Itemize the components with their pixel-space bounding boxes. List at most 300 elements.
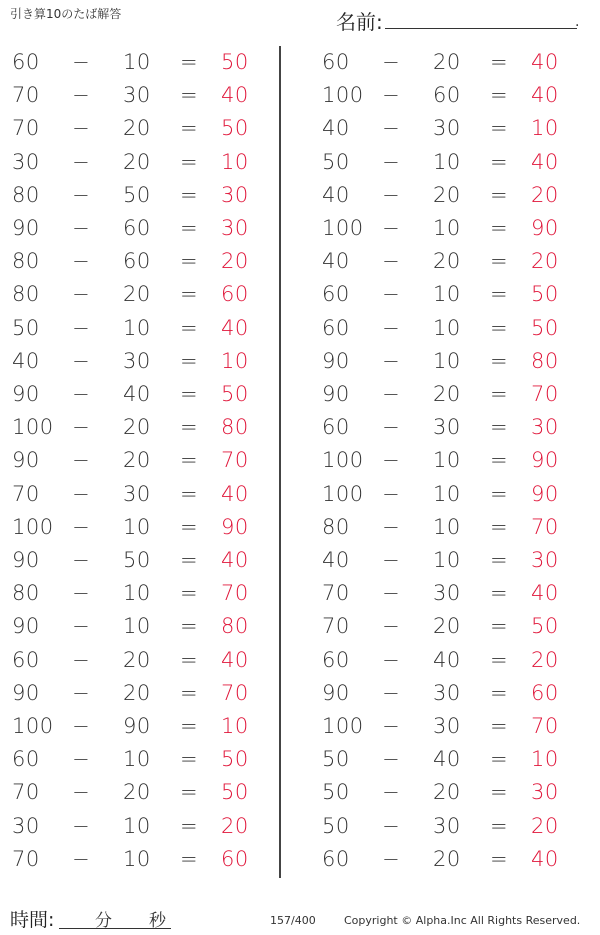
equals-sign: = — [180, 481, 199, 506]
answer: 90 — [531, 216, 559, 240]
problem-row — [0, 780, 270, 810]
answer: 40 — [531, 581, 559, 606]
minus-sign: − — [72, 216, 91, 240]
equals-sign: = — [180, 216, 199, 240]
problem-row — [310, 382, 580, 412]
subtrahend: 20 — [123, 680, 151, 705]
equals-sign: = — [490, 846, 509, 871]
minuend: 50 — [322, 813, 350, 838]
minuend: 80 — [12, 282, 40, 307]
answer: 60 — [221, 282, 249, 307]
minus-sign: − — [382, 813, 401, 838]
equals-sign: = — [180, 116, 199, 141]
answer: 70 — [531, 382, 559, 406]
answer: 10 — [531, 116, 559, 141]
subtrahend: 50 — [123, 182, 151, 207]
minus-sign: − — [382, 415, 401, 440]
subtrahend: 20 — [123, 780, 151, 805]
problem-row — [310, 448, 580, 478]
minus-sign: − — [72, 846, 91, 871]
problem-row — [0, 249, 270, 279]
problem-row — [310, 515, 580, 545]
minus-sign: − — [72, 614, 91, 639]
minuend: 100 — [12, 415, 54, 440]
problem-row — [310, 249, 580, 279]
problem-row — [310, 316, 580, 346]
equals-sign: = — [180, 182, 199, 207]
equals-sign: = — [180, 813, 199, 838]
answer: 30 — [221, 182, 249, 207]
worksheet-title: 引き算10のたば解答 — [10, 7, 122, 21]
subtrahend: 10 — [123, 614, 151, 639]
subtrahend: 10 — [433, 282, 461, 307]
equals-sign: = — [180, 581, 199, 606]
equals-sign: = — [180, 249, 199, 274]
seconds-label: 秒 — [149, 911, 166, 931]
equals-sign: = — [180, 780, 199, 805]
minus-sign: − — [72, 249, 91, 274]
minuend: 90 — [322, 348, 350, 373]
minus-sign: − — [72, 680, 91, 705]
problem-row — [310, 116, 580, 146]
equals-sign: = — [490, 813, 509, 838]
minuend: 40 — [322, 182, 350, 207]
problem-row — [310, 648, 580, 678]
minuend: 40 — [322, 116, 350, 141]
subtrahend: 30 — [433, 680, 461, 705]
subtrahend: 30 — [433, 415, 461, 440]
subtrahend: 20 — [433, 846, 461, 871]
subtrahend: 20 — [433, 249, 461, 274]
equals-sign: = — [180, 548, 199, 572]
equals-sign: = — [180, 680, 199, 705]
answer: 40 — [221, 315, 249, 340]
problem-row — [0, 814, 270, 844]
minuend: 100 — [12, 514, 54, 539]
subtrahend: 20 — [433, 50, 461, 74]
problem-row — [0, 415, 270, 445]
problem-row — [0, 581, 270, 611]
minuend: 90 — [12, 548, 40, 572]
problem-row — [0, 747, 270, 777]
minus-sign: − — [72, 415, 91, 440]
minus-sign: − — [382, 481, 401, 506]
minus-sign: − — [72, 514, 91, 539]
minuend: 90 — [12, 382, 40, 406]
subtrahend: 20 — [123, 647, 151, 672]
minus-sign: − — [382, 614, 401, 639]
time-label: 時間: — [10, 909, 55, 931]
minus-sign: − — [382, 382, 401, 406]
answer: 70 — [221, 448, 249, 473]
minuend: 50 — [322, 780, 350, 805]
answer: 40 — [221, 83, 249, 108]
answer: 70 — [221, 680, 249, 705]
minus-sign: − — [382, 514, 401, 539]
problem-row — [0, 614, 270, 644]
minuend: 100 — [322, 714, 364, 738]
answer: 10 — [221, 348, 249, 373]
equals-sign: = — [180, 382, 199, 406]
subtrahend: 10 — [123, 813, 151, 838]
subtrahend: 50 — [123, 548, 151, 572]
subtrahend: 30 — [433, 714, 461, 738]
equals-sign: = — [490, 581, 509, 606]
answer: 20 — [221, 249, 249, 274]
problem-row — [310, 415, 580, 445]
problem-row — [310, 814, 580, 844]
minus-sign: − — [72, 548, 91, 572]
minus-sign: − — [382, 149, 401, 174]
problem-row — [310, 50, 580, 80]
problem-row — [0, 448, 270, 478]
minuend: 80 — [12, 249, 40, 274]
minus-sign: − — [72, 315, 91, 340]
minus-sign: − — [382, 182, 401, 207]
answer: 40 — [531, 846, 559, 871]
subtrahend: 60 — [123, 216, 151, 240]
minus-sign: − — [382, 647, 401, 672]
subtrahend: 30 — [123, 83, 151, 108]
answer: 40 — [221, 647, 249, 672]
answer: 20 — [531, 647, 559, 672]
answer: 50 — [221, 747, 249, 772]
minus-sign: − — [382, 83, 401, 108]
minuend: 60 — [322, 50, 350, 74]
minuend: 70 — [12, 116, 40, 141]
minus-sign: − — [72, 481, 91, 506]
minuend: 70 — [12, 846, 40, 871]
minus-sign: − — [72, 780, 91, 805]
minuend: 80 — [322, 514, 350, 539]
problem-row — [310, 482, 580, 512]
minuend: 40 — [322, 548, 350, 572]
equals-sign: = — [490, 747, 509, 772]
equals-sign: = — [490, 415, 509, 440]
problem-row — [310, 847, 580, 877]
subtrahend: 10 — [123, 846, 151, 871]
equals-sign: = — [180, 415, 199, 440]
minuend: 60 — [12, 50, 40, 74]
answer: 70 — [221, 581, 249, 606]
minus-sign: − — [72, 83, 91, 108]
equals-sign: = — [490, 382, 509, 406]
problem-row — [310, 614, 580, 644]
subtrahend: 30 — [123, 481, 151, 506]
equals-sign: = — [490, 282, 509, 307]
answer: 30 — [531, 780, 559, 805]
minus-sign: − — [382, 448, 401, 473]
subtrahend: 40 — [123, 382, 151, 406]
equals-sign: = — [490, 348, 509, 373]
answer: 80 — [531, 348, 559, 373]
equals-sign: = — [180, 83, 199, 108]
minuend: 100 — [322, 83, 364, 108]
minus-sign: − — [72, 647, 91, 672]
equals-sign: = — [180, 514, 199, 539]
answer: 30 — [221, 216, 249, 240]
minuend: 90 — [12, 680, 40, 705]
problem-row — [0, 282, 270, 312]
subtrahend: 60 — [123, 249, 151, 274]
subtrahend: 20 — [123, 415, 151, 440]
answer: 60 — [531, 680, 559, 705]
problem-row — [0, 482, 270, 512]
problem-row — [0, 150, 270, 180]
subtrahend: 90 — [123, 714, 151, 738]
problem-row — [310, 282, 580, 312]
name-field-line — [385, 28, 577, 29]
answer: 70 — [531, 714, 559, 738]
subtrahend: 10 — [433, 348, 461, 373]
subtrahend: 10 — [433, 216, 461, 240]
minuend: 60 — [322, 282, 350, 307]
minus-sign: − — [72, 348, 91, 373]
problem-row — [0, 50, 270, 80]
subtrahend: 20 — [433, 614, 461, 639]
minus-sign: − — [72, 382, 91, 406]
minuend: 100 — [322, 481, 364, 506]
minuend: 50 — [12, 315, 40, 340]
equals-sign: = — [180, 282, 199, 307]
equals-sign: = — [490, 614, 509, 639]
answer: 50 — [221, 116, 249, 141]
subtrahend: 30 — [433, 813, 461, 838]
subtrahend: 20 — [123, 116, 151, 141]
minus-sign: − — [72, 448, 91, 473]
answer: 50 — [221, 382, 249, 406]
answer: 50 — [531, 282, 559, 307]
subtrahend: 40 — [433, 647, 461, 672]
answer: 20 — [221, 813, 249, 838]
equals-sign: = — [180, 614, 199, 639]
subtrahend: 10 — [433, 149, 461, 174]
minus-sign: − — [382, 548, 401, 572]
problem-row — [310, 714, 580, 744]
equals-sign: = — [490, 83, 509, 108]
minuend: 90 — [12, 216, 40, 240]
problem-row — [0, 316, 270, 346]
subtrahend: 10 — [433, 481, 461, 506]
minuend: 60 — [322, 846, 350, 871]
answer: 20 — [531, 182, 559, 207]
problem-row — [0, 83, 270, 113]
problem-row — [310, 548, 580, 578]
problem-row — [310, 747, 580, 777]
minutes-label: 分 — [95, 911, 112, 931]
answer: 90 — [221, 514, 249, 539]
minus-sign: − — [382, 50, 401, 74]
minuend: 60 — [322, 647, 350, 672]
subtrahend: 20 — [433, 182, 461, 207]
answer: 20 — [531, 249, 559, 274]
minus-sign: − — [382, 249, 401, 274]
answer: 30 — [531, 415, 559, 440]
minus-sign: − — [382, 747, 401, 772]
problem-row — [0, 648, 270, 678]
equals-sign: = — [490, 514, 509, 539]
subtrahend: 10 — [123, 514, 151, 539]
answer: 20 — [531, 813, 559, 838]
subtrahend: 60 — [433, 83, 461, 108]
subtrahend: 20 — [123, 448, 151, 473]
minus-sign: − — [72, 50, 91, 74]
problem-row — [0, 349, 270, 379]
minuend: 90 — [322, 680, 350, 705]
subtrahend: 10 — [433, 315, 461, 340]
subtrahend: 10 — [123, 50, 151, 74]
equals-sign: = — [490, 216, 509, 240]
page-number: 157/400 — [270, 914, 316, 927]
answer: 40 — [531, 50, 559, 74]
minus-sign: − — [72, 116, 91, 141]
problem-row — [0, 714, 270, 744]
equals-sign: = — [490, 780, 509, 805]
minuend: 80 — [12, 581, 40, 606]
minus-sign: − — [72, 282, 91, 307]
equals-sign: = — [490, 481, 509, 506]
subtrahend: 10 — [123, 315, 151, 340]
answer: 50 — [221, 50, 249, 74]
subtrahend: 20 — [123, 149, 151, 174]
equals-sign: = — [490, 647, 509, 672]
equals-sign: = — [490, 182, 509, 207]
problem-row — [0, 847, 270, 877]
minus-sign: − — [382, 315, 401, 340]
minuend: 100 — [322, 216, 364, 240]
answer: 80 — [221, 415, 249, 440]
minus-sign: − — [382, 216, 401, 240]
problem-row — [0, 116, 270, 146]
minuend: 90 — [12, 448, 40, 473]
answer: 60 — [221, 846, 249, 871]
minuend: 60 — [322, 415, 350, 440]
minus-sign: − — [382, 116, 401, 141]
answer: 40 — [531, 83, 559, 108]
problem-row — [0, 216, 270, 246]
minuend: 60 — [12, 647, 40, 672]
problem-row — [0, 382, 270, 412]
subtrahend: 10 — [123, 581, 151, 606]
problem-row — [310, 216, 580, 246]
name-end-mark: . — [575, 14, 580, 30]
minus-sign: − — [382, 714, 401, 738]
subtrahend: 40 — [433, 747, 461, 772]
answer: 40 — [221, 481, 249, 506]
minuend: 50 — [322, 747, 350, 772]
subtrahend: 20 — [123, 282, 151, 307]
answer: 10 — [531, 747, 559, 772]
equals-sign: = — [180, 448, 199, 473]
minus-sign: − — [72, 747, 91, 772]
answer: 90 — [531, 481, 559, 506]
minus-sign: − — [72, 714, 91, 738]
column-divider — [279, 46, 281, 878]
name-label: 名前: — [336, 10, 383, 34]
minuend: 70 — [12, 481, 40, 506]
equals-sign: = — [180, 315, 199, 340]
minus-sign: − — [382, 348, 401, 373]
copyright: Copyright © Alpha.Inc All Rights Reserved. — [344, 914, 581, 927]
minuend: 100 — [322, 448, 364, 473]
equals-sign: = — [490, 448, 509, 473]
minus-sign: − — [382, 780, 401, 805]
equals-sign: = — [180, 747, 199, 772]
minus-sign: − — [382, 846, 401, 871]
subtrahend: 20 — [433, 382, 461, 406]
minuend: 30 — [12, 149, 40, 174]
equals-sign: = — [180, 647, 199, 672]
minuend: 100 — [12, 714, 54, 738]
minus-sign: − — [382, 581, 401, 606]
minuend: 60 — [322, 315, 350, 340]
answer: 40 — [221, 548, 249, 572]
minuend: 30 — [12, 813, 40, 838]
answer: 50 — [531, 315, 559, 340]
subtrahend: 20 — [433, 780, 461, 805]
equals-sign: = — [490, 315, 509, 340]
minuend: 40 — [322, 249, 350, 274]
answer: 30 — [531, 548, 559, 572]
equals-sign: = — [490, 548, 509, 572]
minuend: 40 — [12, 348, 40, 373]
minus-sign: − — [72, 149, 91, 174]
subtrahend: 10 — [433, 548, 461, 572]
answer: 50 — [531, 614, 559, 639]
subtrahend: 30 — [123, 348, 151, 373]
equals-sign: = — [490, 714, 509, 738]
minus-sign: − — [72, 182, 91, 207]
minuend: 80 — [12, 182, 40, 207]
equals-sign: = — [490, 116, 509, 141]
answer: 50 — [221, 780, 249, 805]
minus-sign: − — [382, 282, 401, 307]
minuend: 70 — [322, 581, 350, 606]
problem-row — [310, 83, 580, 113]
equals-sign: = — [180, 149, 199, 174]
minuend: 70 — [322, 614, 350, 639]
subtrahend: 10 — [433, 448, 461, 473]
subtrahend: 30 — [433, 116, 461, 141]
equals-sign: = — [490, 50, 509, 74]
problem-row — [310, 581, 580, 611]
equals-sign: = — [180, 348, 199, 373]
equals-sign: = — [180, 846, 199, 871]
minuend: 70 — [12, 780, 40, 805]
answer: 80 — [221, 614, 249, 639]
equals-sign: = — [180, 714, 199, 738]
minuend: 60 — [12, 747, 40, 772]
answer: 10 — [221, 149, 249, 174]
subtrahend: 10 — [123, 747, 151, 772]
subtrahend: 10 — [433, 514, 461, 539]
problem-row — [0, 183, 270, 213]
minus-sign: − — [72, 581, 91, 606]
problem-row — [310, 150, 580, 180]
equals-sign: = — [490, 149, 509, 174]
answer: 90 — [531, 448, 559, 473]
answer: 40 — [531, 149, 559, 174]
minuend: 90 — [322, 382, 350, 406]
answer: 10 — [221, 714, 249, 738]
minus-sign: − — [72, 813, 91, 838]
subtrahend: 30 — [433, 581, 461, 606]
answer: 70 — [531, 514, 559, 539]
minuend: 50 — [322, 149, 350, 174]
equals-sign: = — [490, 249, 509, 274]
problem-row — [310, 349, 580, 379]
equals-sign: = — [490, 680, 509, 705]
